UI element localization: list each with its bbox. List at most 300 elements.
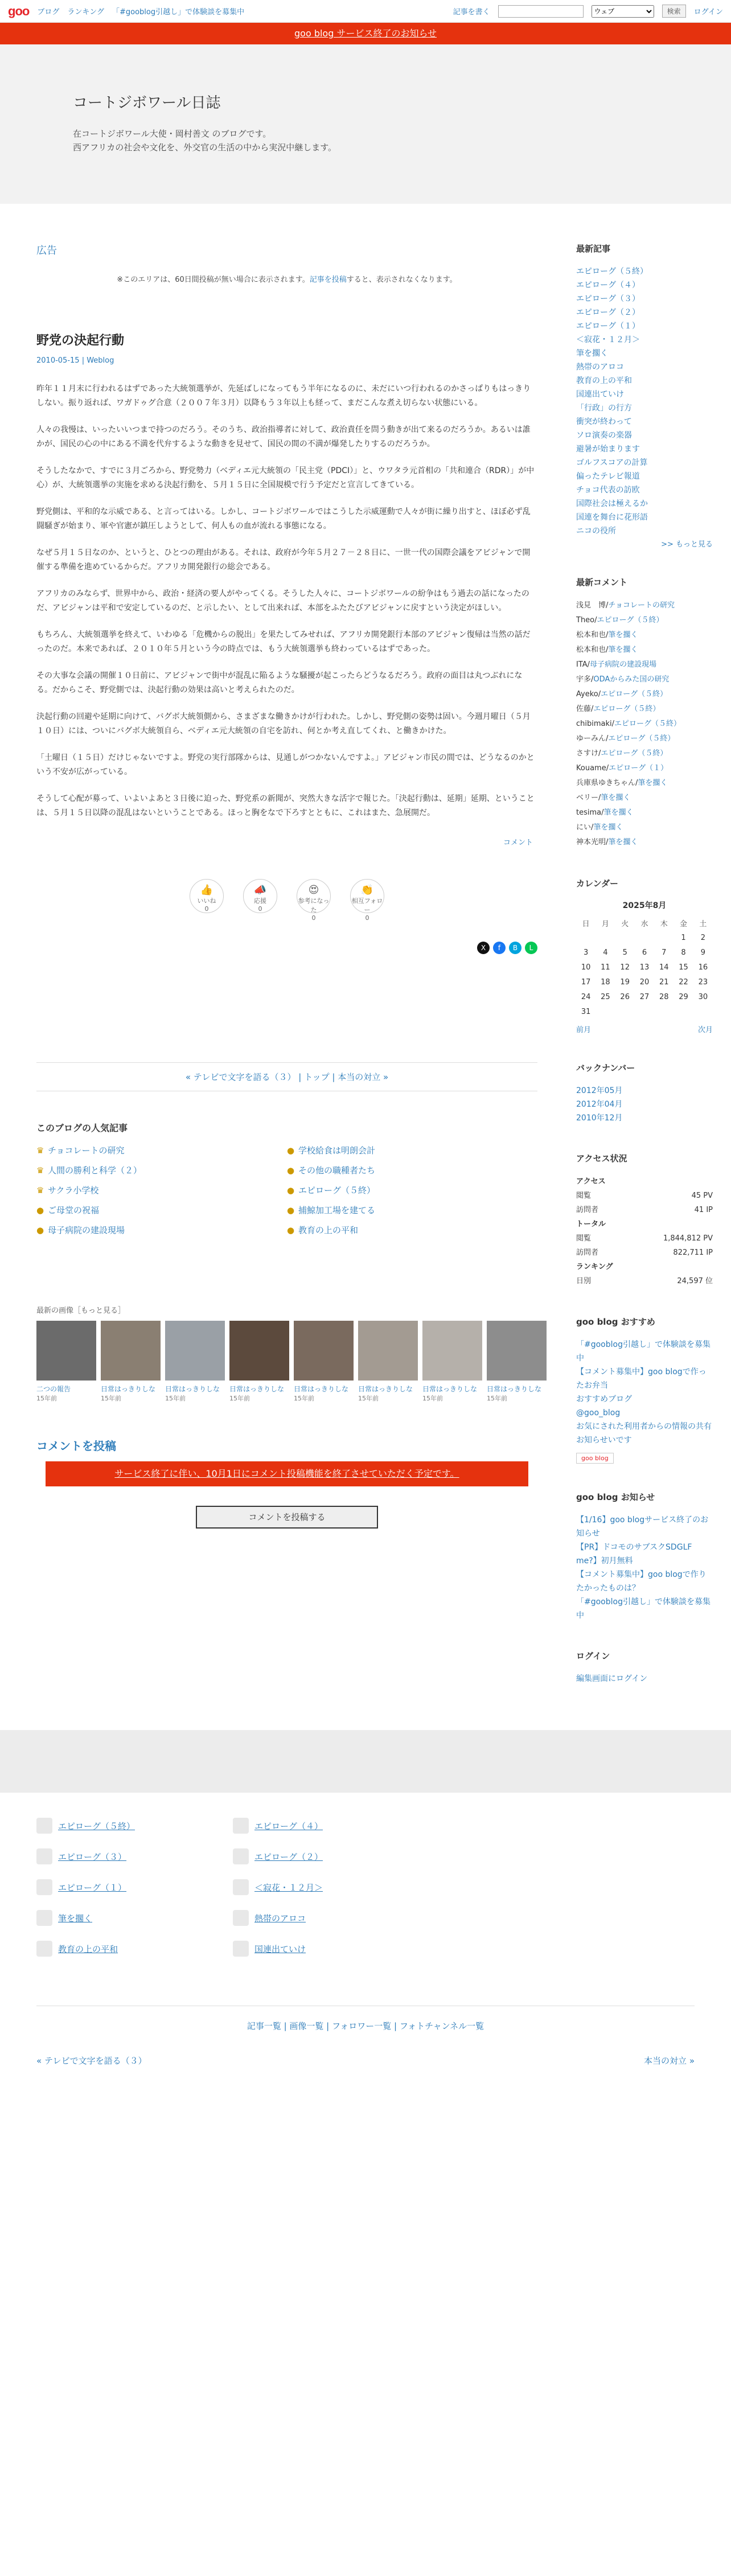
comment-article-link[interactable]: エピローグ（５終） [593, 705, 660, 713]
day: 18 [601, 977, 610, 987]
stat-label: 閲覧 [576, 1192, 592, 1200]
thumb-date: 15年前 [422, 1395, 443, 1402]
popular-item-label: チョコレートの研究 [48, 1145, 125, 1156]
commenter: 宇多 [576, 675, 592, 684]
calendar-table [576, 915, 713, 1019]
share-buttons [36, 942, 537, 954]
bottom-article-label: ＜寂花・１２月＞ [254, 1882, 323, 1893]
recent-images-title[interactable]: 最新の画像［もっと見る］ [36, 1307, 126, 1315]
comment-item: ベリー/筆を擱く [576, 794, 631, 802]
day: 16 [698, 963, 708, 972]
popular-item[interactable] [36, 1164, 287, 1176]
comment-post-title: コメントを投稿 [36, 1439, 116, 1453]
login-section [576, 1650, 713, 1686]
weekday: 金 [680, 919, 688, 928]
ad-label: 広告 [36, 245, 57, 257]
campaign-link[interactable]: 「#gooblog引越し」で体験談を募集中 [112, 8, 245, 17]
popular-title: このブログの人気記事 [36, 1123, 128, 1133]
popular-item-label: その他の職種者たち [298, 1165, 376, 1176]
prev-entry-link[interactable]: « テレビで文字を語る（３） [185, 1072, 296, 1082]
ad-note-pre: ※このエリアは、60日間投稿が無い場合に表示されます。 [117, 276, 310, 284]
bottom-article-link[interactable] [36, 1879, 221, 1895]
comment-item: 神本光明/筆を擱く [576, 838, 638, 847]
popular-item[interactable] [36, 1204, 287, 1216]
bottom-article-link[interactable] [233, 1848, 418, 1864]
thumb-image [422, 1321, 482, 1381]
entry-paragraph: 人々の我慢は、いったいいつまで持つのだろう。そのうち、政治指導者に対して、政治責任を問う動きが出て来るのだろうか。あるいは誰かが、国民の心の中にある不満を代弁するような動きを見せて、国民の間の不満が爆発したりするのだろうか。 [36, 425, 531, 449]
backnumber-link[interactable]: 2012年05月 [576, 1086, 623, 1095]
recent-comments-list [576, 598, 713, 850]
dot-icon: ● [287, 1205, 295, 1215]
thumb-item[interactable] [229, 1321, 289, 1403]
clap-icon: 👏 [360, 884, 374, 896]
comment-item: Ayeko/エピローグ（５終） [576, 690, 668, 699]
post-article-link[interactable]: 記事を投稿 [309, 276, 347, 284]
day: 13 [639, 963, 650, 972]
entry-paragraph: 野党側は、平和的な示威である、と言ってはいる。しかし、コートジボワールではこうした示威運動で人々が街に繰り出すと、ほぼ必ず乱闘騒ぎが始まり、軍や官憲が鎮圧しようとして、何人もの血が流れる事態になる。 [36, 507, 531, 531]
day [635, 930, 654, 945]
bottom-article-label: 筆を擱く [58, 1913, 93, 1924]
article-icon [233, 1848, 249, 1864]
thumb-image [358, 1321, 418, 1381]
reaction-count: 0 [258, 905, 262, 913]
article-icon [36, 1879, 52, 1895]
crown-icon: ♛ [36, 1165, 44, 1176]
recent-articles-list [576, 265, 713, 538]
stat-label: 日別 [576, 1277, 592, 1285]
popular-item-label: ご母堂の祝福 [48, 1205, 100, 1215]
comment-item: 松本和也/筆を擱く [576, 631, 638, 639]
goo-topbar [0, 0, 731, 23]
recent-article-link[interactable]: 偏ったテレビ報道 [576, 472, 640, 481]
recent-article-link[interactable]: 国連出ていけ [576, 390, 624, 399]
thumb-date: 15年前 [294, 1395, 314, 1402]
megaphone-icon: 📣 [253, 884, 267, 896]
day [576, 930, 596, 945]
pager-sep: | [329, 1072, 338, 1082]
day: 20 [639, 977, 650, 987]
reaction-helpful-button[interactable] [297, 879, 331, 922]
entry-paragraph: もちろん、大統領選挙を終えて、いわゆる「危機からの脱出」を果たしてみせれば、アフリカ開発銀行本部のアビジャン復帰は当然の話だったのだ。本来であれば、２０１０年５月という今の時点では、もう大統領選挙も終わっているはずであった。 [36, 630, 531, 654]
comment-article-link[interactable]: エピローグ（５終） [597, 616, 664, 625]
popular-item-label: サクラ小学校 [48, 1185, 99, 1195]
reaction-cheer-button[interactable] [243, 879, 277, 913]
reaction-like-button[interactable] [190, 879, 224, 913]
search-input[interactable] [498, 5, 584, 18]
entry-paragraph: その大事な会議の開催１０日前に、アビジャンで街中が混乱に陥るような騒擾が起こったらどうなるだろう。政府の面目は丸つぶれになる。だからこそ、野党側では、決起行動の効果は高いと考えられたのだ。 [36, 671, 523, 695]
recent-article-link[interactable]: 衝突が終わって [576, 417, 632, 426]
day: 5 [622, 948, 627, 957]
comment-article-link[interactable]: 筆を擱く [608, 838, 638, 847]
notice-link[interactable]: 【1/16】goo blogサービス終了のお知らせ [576, 1515, 709, 1538]
comment-item: 宇多/ODAからみた国の研究 [576, 675, 670, 684]
goo-notices [576, 1491, 713, 1622]
day: 3 [584, 948, 589, 957]
day: 15 [679, 963, 688, 972]
recent-article-link[interactable]: エピローグ（２） [576, 308, 640, 317]
gray-band [0, 1730, 731, 1793]
today-ip [576, 1203, 713, 1217]
thumb-item[interactable] [358, 1321, 418, 1403]
entry-category[interactable]: Weblog [87, 356, 114, 365]
backnumber-link[interactable]: 2012年04月 [576, 1100, 623, 1109]
day: 29 [679, 992, 688, 1001]
weekday: 水 [640, 919, 648, 928]
entry-paragraph: なぜ５月１５日なのか、というと、ひとつの理由がある。それは、政府が今年５月２７－２８日に、一世一代の国際会議をアビジャンで開催する準備を進めているからだ。アフリカ開発銀行の総会である。 [36, 548, 531, 572]
calendar-head [576, 915, 713, 930]
weekday: 土 [699, 919, 707, 928]
day: 7 [662, 948, 667, 957]
notice-link[interactable]: 【PR】ドコモのサブスクSDGLF me?】初月無料 [576, 1543, 692, 1566]
facebook-share-icon[interactable]: f [493, 942, 506, 954]
entry-body [36, 382, 537, 820]
day [615, 930, 635, 945]
x-share-icon[interactable]: X [477, 942, 490, 954]
goo-recommend-title: goo blog おすすめ [576, 1317, 655, 1327]
day: 30 [698, 992, 708, 1001]
hatena-share-icon[interactable]: B [509, 942, 521, 954]
thumb-item[interactable] [36, 1321, 96, 1403]
comment-item: 佐藤/エピローグ（５終） [576, 705, 660, 713]
edit-login-link[interactable]: 編集画面にログイン [576, 1674, 648, 1683]
thumb-date: 15年前 [487, 1395, 507, 1402]
backnumber-link[interactable]: 2010年12月 [576, 1114, 623, 1123]
day: 23 [698, 977, 708, 987]
top-link[interactable]: トップ [304, 1072, 330, 1082]
comment-article-link[interactable]: エピローグ（５終） [614, 720, 681, 728]
bottom-article-label: エピローグ（３） [58, 1851, 127, 1862]
stat-label: 訪問者 [576, 1206, 599, 1214]
search-scope-select[interactable] [592, 5, 654, 18]
bottom-article-label: エピローグ（２） [254, 1851, 323, 1862]
bottom-article-link[interactable] [36, 1818, 221, 1834]
recent-article-link[interactable]: 筆を擱く [576, 349, 608, 358]
commenter: chibimaki [576, 720, 612, 728]
footer-links[interactable]: 記事一覧 | 画像一覧 | フォロワー一覧 | フォトチャンネル一覧 [36, 2006, 695, 2032]
popular-item[interactable] [287, 1164, 537, 1176]
calendar-week [576, 975, 713, 989]
goo-recommend-list [576, 1338, 713, 1447]
meta-sep: | [79, 356, 87, 365]
backnumber-list [576, 1084, 713, 1125]
reactions [36, 879, 537, 922]
entry-meta [36, 356, 537, 365]
commenter: 松本和也 [576, 646, 606, 654]
comment-item: Kouame/エピローグ（１） [576, 764, 668, 773]
ad-note-post: すると、表示されなくなります。 [346, 276, 457, 284]
bottom-article-link[interactable] [233, 1879, 418, 1895]
popular-item[interactable] [287, 1224, 537, 1236]
access-stats [576, 1152, 713, 1288]
calendar-week [576, 930, 713, 945]
total-ip [576, 1246, 713, 1260]
blog-header [0, 44, 731, 204]
commenter: ITA [576, 660, 588, 669]
reaction-label: 参考になった [298, 897, 330, 914]
bottom-article-link[interactable] [233, 1941, 418, 1957]
footer-prev-link[interactable]: « テレビで文字を語る（３） [36, 2056, 147, 2066]
dot-icon: ● [287, 1145, 295, 1156]
prev-month-link[interactable]: 前月 [576, 1026, 592, 1034]
stat-value: 1,844,812 PV [663, 1234, 713, 1243]
blog-description-1: 在コートジボワール大使・岡村善文 のブログです。 [73, 129, 272, 139]
reaction-count: 0 [204, 905, 209, 913]
bottom-article-link[interactable] [36, 1941, 221, 1957]
commenter: Ayeko [576, 690, 598, 699]
crown-icon: ♛ [36, 1145, 44, 1156]
total-pv [576, 1231, 713, 1246]
day: 27 [639, 992, 650, 1001]
access-title: アクセス状況 [576, 1153, 627, 1164]
commenter: Theo [576, 616, 595, 625]
thumb-caption: 二つの報告 [36, 1385, 71, 1393]
calendar [576, 877, 713, 1034]
bottom-article-label: エピローグ（１） [58, 1882, 127, 1893]
calendar-week [576, 989, 713, 1004]
stat-label: 訪問者 [576, 1248, 599, 1257]
thumb-item[interactable] [422, 1321, 482, 1403]
thumb-caption: 日常はっきりしな [294, 1385, 349, 1393]
entry-paragraph: 昨年１１月末に行われるはずであった大統領選挙が、先延ばしになってもう半年になるのに、未だにいつ行われるのかさっぱりもはっきりしない。振り返れば、ワガドゥグ合意（２００７年３月）以降もう３年以上も経って、まだこんな煮え切らない状態にいる。 [36, 384, 531, 408]
login-list [576, 1672, 713, 1686]
ranking-label: ランキング [576, 1263, 613, 1271]
thumb-date: 15年前 [165, 1395, 186, 1402]
weekday: 月 [601, 919, 609, 928]
comment-item: chibimaki/エピローグ（５終） [576, 720, 681, 728]
blog-title[interactable]: コートジボワール日誌 [73, 95, 221, 112]
recent-article-link[interactable]: 教育の上の平和 [576, 376, 632, 385]
comment-article-link[interactable]: 筆を擱く [593, 823, 623, 832]
notice-link[interactable]: 「#gooblog引越し」で体験談を募集中 [576, 1597, 711, 1620]
thumb-caption: 日常はっきりしな [229, 1385, 285, 1393]
search-button[interactable]: 検索 [662, 5, 686, 18]
thumb-caption: 日常はっきりしな [165, 1385, 220, 1393]
commenter: 松本和也 [576, 631, 606, 639]
recent-articles-title: 最新記事 [576, 244, 611, 254]
day: 9 [700, 948, 705, 957]
comment-link[interactable]: コメント [503, 839, 533, 847]
thumb-item[interactable] [487, 1321, 547, 1403]
next-entry-link[interactable]: 本当の対立 » [338, 1072, 389, 1082]
bottom-article-label: 熱帯のアロコ [254, 1913, 306, 1924]
bottom-article-link[interactable] [233, 1818, 418, 1834]
calendar-week [576, 960, 713, 975]
commenter: 兵庫県ゆきちゃん [576, 779, 636, 787]
popular-item[interactable] [287, 1204, 537, 1216]
bottom-article-grid [36, 1818, 418, 1957]
day: 10 [581, 963, 591, 972]
popular-item-label: 学校給食は明朗会計 [298, 1145, 376, 1156]
entry-paragraph: そうしたなかで、すでに３月ごろから、野党勢力（ベディエ元大統領の「民主党（PDCI）」と、ウワタラ元首相の「共和連合（RDR）」が中心）が、大統領選挙の実施を求める決起行動を、５月１５日に全国規模で行う予定だと宣言してきている。 [36, 466, 535, 490]
entry-date: 2010-05-15 [36, 356, 80, 365]
day [654, 930, 673, 945]
entry-title[interactable]: 野党の決起行動 [36, 334, 125, 348]
popular-item[interactable] [36, 1224, 287, 1236]
comment-item: Theo/エピローグ（５終） [576, 616, 664, 625]
recent-article-link[interactable]: 避暑が始まります [576, 445, 640, 454]
comment-item: ゆーみん/エピローグ（５終） [576, 734, 675, 743]
day: 4 [603, 948, 608, 957]
thumb-date: 15年前 [229, 1395, 250, 1402]
article-icon [36, 1941, 52, 1957]
goo-logo[interactable]: goo [8, 3, 30, 18]
recent-article-link[interactable]: ゴルフスコアの計算 [576, 458, 648, 467]
thumb-date: 15年前 [101, 1395, 121, 1402]
thumb-image [36, 1321, 96, 1381]
popular-item-label: エピローグ（５終） [298, 1185, 376, 1195]
commenter: tesima [576, 808, 602, 817]
day: 24 [581, 992, 591, 1001]
recommend-link[interactable]: 【コメント募集中】goo blogで作ったお弁当 [576, 1367, 707, 1390]
recent-article-link[interactable]: エピローグ（１） [576, 322, 640, 331]
comment-article-link[interactable]: エピローグ（５終） [601, 749, 668, 758]
heart-eyes-icon: 😍 [308, 884, 319, 896]
dot-icon: ● [287, 1225, 295, 1235]
recommend-link[interactable]: @goo_blog [576, 1408, 621, 1418]
bottom-article-label: 教育の上の平和 [58, 1944, 118, 1954]
recent-article-link[interactable]: ソロ演奏の楽器 [576, 431, 632, 440]
recent-article-link[interactable]: エピローグ（４） [576, 281, 640, 290]
popular-item[interactable] [36, 1144, 287, 1156]
comment-article-link[interactable]: ODAからみた国の研究 [593, 675, 670, 684]
day [596, 930, 615, 945]
today-pv [576, 1189, 713, 1203]
recent-article-link[interactable]: チョコ代表の訪欧 [576, 486, 640, 495]
thumb-item[interactable] [294, 1321, 354, 1403]
popular-item-label: 教育の上の平和 [298, 1225, 359, 1235]
goo-notice-list [576, 1513, 713, 1622]
day [615, 1004, 635, 1019]
popular-item[interactable] [287, 1184, 537, 1196]
service-end-notice[interactable]: goo blog サービス終了のお知らせ [0, 23, 731, 44]
line-share-icon[interactable]: L [525, 942, 537, 954]
recent-article-link[interactable]: 国際社会は極えるか [576, 499, 648, 508]
pager-sep: | [295, 1072, 305, 1082]
next-month-link[interactable]: 次月 [697, 1026, 713, 1034]
day: 14 [659, 963, 669, 972]
thumb-image [294, 1321, 354, 1381]
stat-value: 45 PV [691, 1192, 713, 1200]
footer-next-link[interactable]: 本当の対立 » [644, 2056, 695, 2066]
comment-item: tesima/筆を擱く [576, 808, 634, 817]
day: 6 [642, 948, 647, 957]
bottom-article-link[interactable] [233, 1910, 418, 1926]
day: 19 [620, 977, 630, 987]
day: 22 [679, 977, 688, 987]
stat-value: 24,597 位 [677, 1277, 713, 1285]
comment-article-link[interactable]: 筆を擱く [608, 646, 638, 654]
bottom-article-link[interactable] [36, 1848, 221, 1864]
popular-list [36, 1144, 537, 1236]
recommend-link[interactable]: おすすめブログ [576, 1395, 633, 1404]
comment-article-link[interactable]: 母子病院の建設現場 [590, 660, 657, 669]
commenter: ベリー [576, 794, 599, 802]
comment-article-link[interactable]: エピローグ（１） [609, 764, 668, 773]
entry-paragraph: アフリカのみならず、世界中から、政治・経済の要人がやってくる。そうした人々に、コートジボワールの紛争はもう過去の話になったのだ、アビジャンは平和で安定しているのだ、と示したい、として出来れば、本部をふたたびアビジャンに戻すという決定がほしい。 [36, 589, 529, 613]
article-icon [36, 1848, 52, 1864]
comment-article-link[interactable]: 筆を擱く [603, 808, 634, 817]
comment-article-link[interactable]: エピローグ（５終） [608, 734, 675, 743]
entry-paragraph: 決起行動の回避や延期に向けて、バグボ大統領側から、さまざまな働きかけが行われた。しかし、野党側の姿勢は固い。今週月曜日（５月１０日）には、ついにバグボ大統領自ら、ベディエ元大統領の自宅を訪れ、何とか考え直してくれ、と働きかけた。 [36, 712, 531, 736]
bottom-section [0, 1793, 731, 2101]
thumb-image [165, 1321, 225, 1381]
article-icon [233, 1910, 249, 1926]
recent-article-link[interactable]: ニコの役所 [576, 527, 616, 536]
thumb-date: 15年前 [36, 1395, 57, 1402]
popular-item[interactable] [287, 1144, 537, 1156]
thumb-image [229, 1321, 289, 1381]
stat-label: 閲覧 [576, 1234, 592, 1243]
recommend-link[interactable]: お気にされた利用者からの情報の共有お知らせいです [576, 1422, 712, 1445]
entry-paragraph: 「土曜日（１５日）だけじゃないですよ。野党の実行部隊からは、見通しがつかないんですよ。」アビジャン市民の間では、どうなるのかという不安が広がっている。 [36, 753, 535, 777]
comment-article-link[interactable]: エピローグ（５終） [601, 690, 668, 699]
like-icon: 👍 [200, 884, 213, 896]
recent-more-link[interactable]: >> もっと見る [661, 540, 713, 549]
reaction-count: 0 [311, 914, 316, 922]
comment-end-notice[interactable]: サービス終了に伴い、10月1日にコメント投稿機能を終了させていただく予定です。 [46, 1461, 528, 1486]
total-label: トータル [576, 1220, 606, 1229]
article-icon [233, 1879, 249, 1895]
comment-item: 兵庫県ゆきちゃん/筆を擱く [576, 779, 668, 787]
dot-icon: ● [287, 1165, 295, 1176]
day: 2 [700, 933, 705, 942]
comment-article-link[interactable]: 筆を擱く [608, 631, 638, 639]
comment-article-link[interactable]: 筆を擱く [601, 794, 631, 802]
day [654, 1004, 673, 1019]
blog-link[interactable]: ブログ [37, 8, 60, 17]
stat-value: 822,711 IP [673, 1248, 713, 1257]
recent-article-link[interactable]: 国連を舞台に花形語 [576, 513, 648, 522]
comment-item: ITA/母子病院の建設現場 [576, 660, 657, 669]
recent-article-link[interactable]: 熱帯のアロコ [576, 363, 624, 372]
dot-icon: ● [36, 1205, 44, 1215]
notice-link[interactable]: 【コメント募集中】goo blogで作りたかったものは？ [576, 1570, 707, 1593]
login-title: ログイン [576, 1651, 610, 1661]
goo-blog-badge[interactable]: goo blog [576, 1453, 614, 1464]
access-label: アクセス [576, 1177, 606, 1186]
login-link[interactable]: ログイン [693, 8, 723, 17]
recent-comments-title: 最新コメント [576, 577, 628, 587]
recent-comments [576, 576, 713, 850]
thumb-item[interactable] [165, 1321, 225, 1403]
popular-item[interactable] [36, 1184, 287, 1196]
calendar-title: カレンダー [576, 878, 619, 889]
comment-item: 松本和也/筆を擱く [576, 646, 638, 654]
calendar-nav [576, 1024, 713, 1034]
recent-article-link[interactable]: エピローグ（５終） [576, 267, 648, 276]
recent-article-link[interactable]: ＜寂花・１２月＞ [576, 335, 640, 344]
recent-article-link[interactable]: 「行政」の行方 [576, 404, 632, 413]
ranking-link[interactable]: ランキング [67, 8, 104, 17]
article-icon [36, 1910, 52, 1926]
blog-description-2: 西アフリカの社会や文化を、外交官の生活の中から実況中継します。 [73, 142, 337, 153]
main-column [36, 243, 542, 1713]
write-article-link[interactable]: 記事を書く [453, 8, 490, 17]
calendar-week [576, 1004, 713, 1019]
day: 1 [681, 933, 686, 942]
day [635, 1004, 654, 1019]
recommend-link[interactable]: 「#gooblog引越し」で体験談を募集中 [576, 1340, 711, 1363]
popular-item-label: 捕鯨加工場を建てる [298, 1205, 376, 1215]
comment-article-link[interactable]: チョコレートの研究 [608, 601, 675, 610]
goo-notice-title: goo blog お知らせ [576, 1492, 655, 1502]
comment-article-link[interactable]: 筆を擱く [638, 779, 668, 787]
thumb-item[interactable] [101, 1321, 161, 1403]
recent-article-link[interactable]: エピローグ（３） [576, 294, 640, 303]
reaction-follow-button[interactable] [350, 879, 384, 922]
post-comment-button[interactable]: コメントを投稿する [196, 1506, 378, 1529]
bottom-article-link[interactable] [36, 1910, 221, 1926]
